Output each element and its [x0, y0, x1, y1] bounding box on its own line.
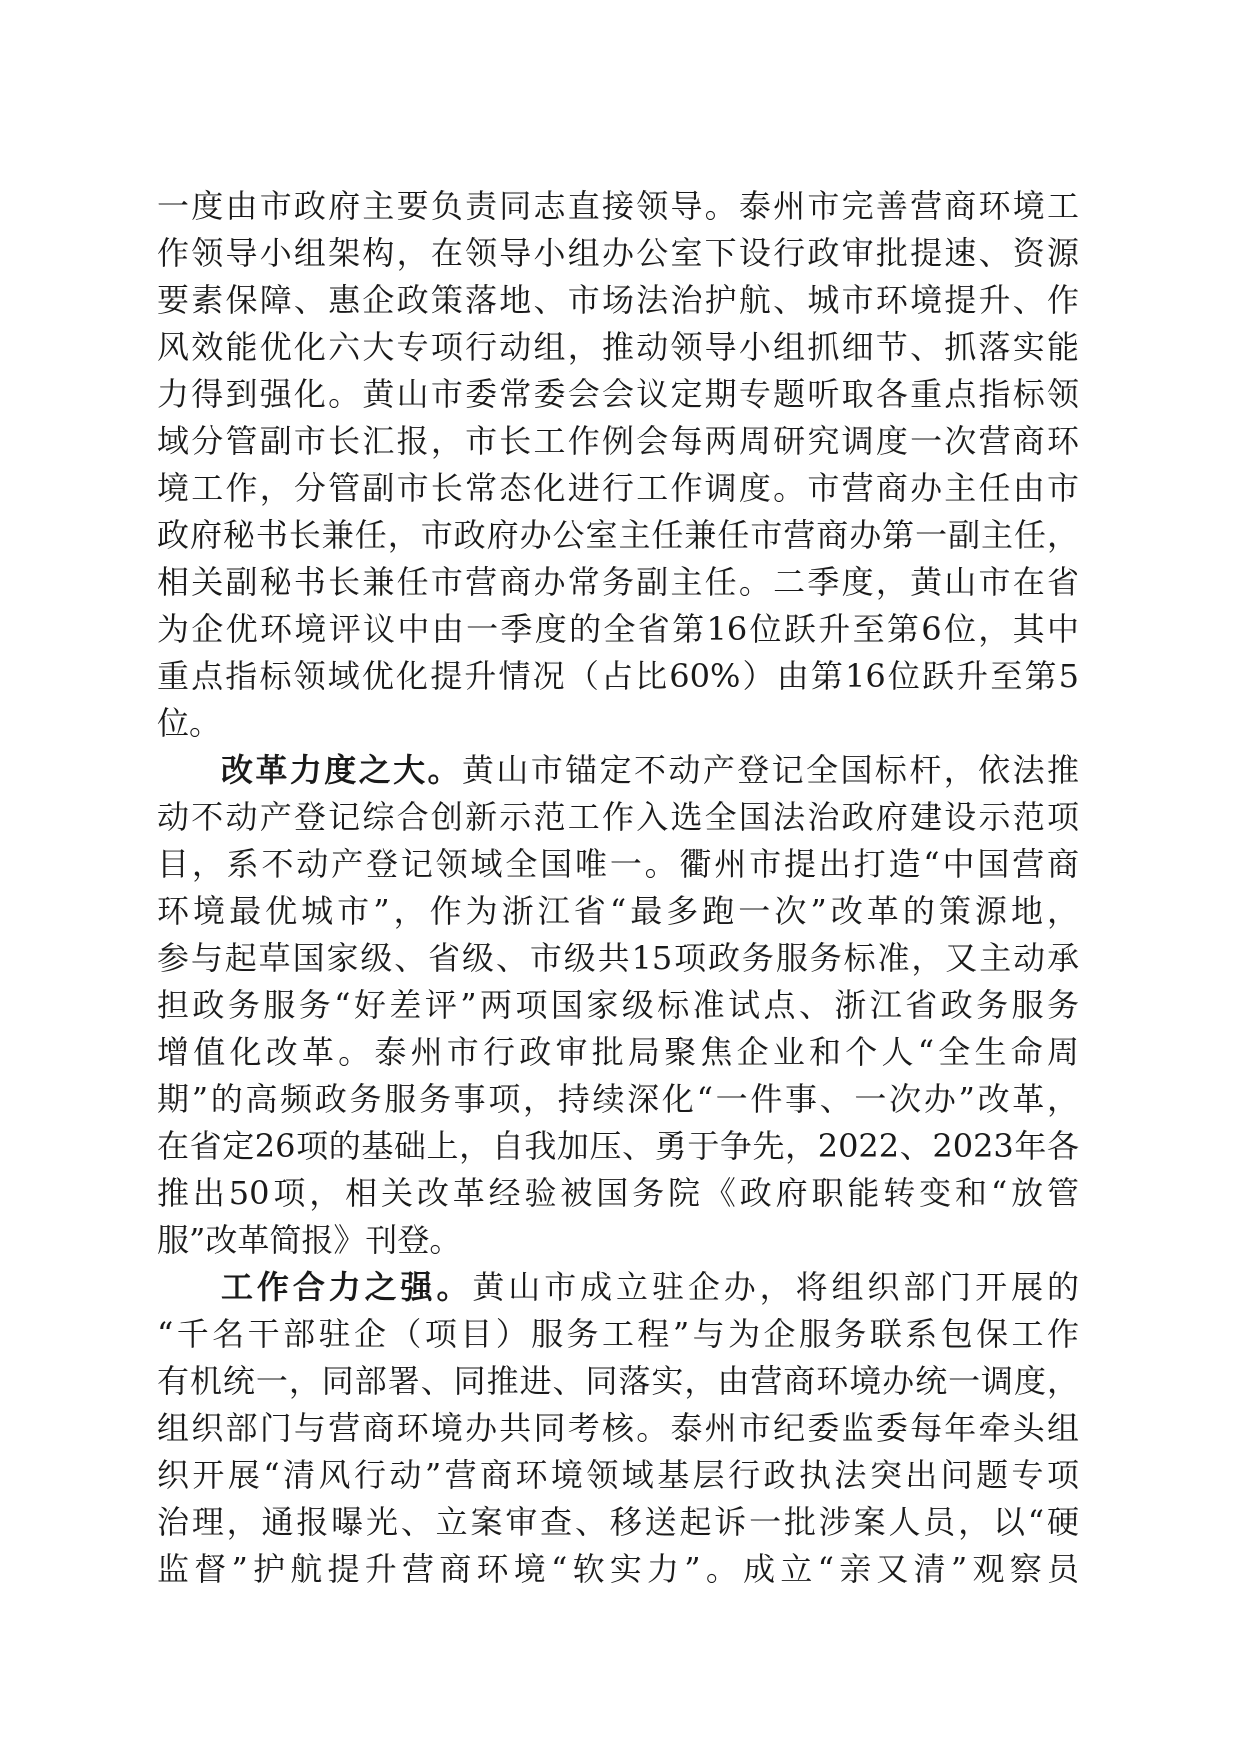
document-body: [157, 183, 1079, 1593]
text-line: 期”的高频政务服务事项，持续深化“一件事、一次办”改革，: [157, 1080, 1079, 1118]
text-line: 域分管副市长汇报，市长工作例会每两周研究调度一次营商环: [157, 422, 1079, 460]
text-line: 为企优环境评议中由一季度的全省第16位跃升至第6位，其中: [157, 610, 1079, 648]
text-line: 有机统一，同部署、同推进、同落实，由营商环境办统一调度，: [157, 1362, 1079, 1400]
text-line: [157, 747, 1079, 794]
text-line: 力得到强化。黄山市委常委会会议定期专题听取各重点指标领: [157, 375, 1079, 413]
text-line: 风效能优化六大专项行动组，推动领导小组抓细节、抓落实能: [157, 328, 1079, 366]
text-line: 服”改革简报》刊登。: [157, 1221, 462, 1259]
text-line: 目，系不动产登记领域全国唯一。衢州市提出打造“中国营商: [157, 845, 1079, 883]
text-line: 作领导小组架构，在领导小组办公室下设行政审批提速、资源: [157, 234, 1079, 272]
paragraph-lead-heading: 改革力度之大。: [221, 751, 462, 789]
text-line: 治理，通报曝光、立案审查、移送起诉一批涉案人员，以“硬: [157, 1503, 1079, 1541]
text-line: 重点指标领域优化提升情况（占比60%）由第16位跃升至第5: [157, 657, 1079, 695]
text-line: 位。: [157, 704, 222, 742]
text-line: 境工作，分管副市长常态化进行工作调度。市营商办主任由市: [157, 469, 1079, 507]
text-segment: 黄山市锚定不动产登记全国标杆，依法推: [461, 751, 1079, 789]
text-line: 动不动产登记综合创新示范工作入选全国法治政府建设示范项: [157, 798, 1079, 836]
text-line: “千名干部驻企（项目）服务工程”与为企服务联系包保工作: [157, 1315, 1079, 1353]
text-line: [157, 1264, 1079, 1311]
text-line: 要素保障、惠企政策落地、市场法治护航、城市环境提升、作: [157, 281, 1079, 319]
text-line: 织开展“清风行动”营商环境领域基层行政执法突出问题专项: [157, 1456, 1079, 1494]
text-line: 政府秘书长兼任，市政府办公室主任兼任市营商办第一副主任，: [157, 516, 1079, 554]
paragraph-lead-heading: 工作合力之强。: [221, 1268, 473, 1306]
paragraph: [157, 747, 1079, 1264]
text-line: 组织部门与营商环境办共同考核。泰州市纪委监委每年牵头组: [157, 1409, 1079, 1447]
text-line: 一度由市政府主要负责同志直接领导。泰州市完善营商环境工: [157, 187, 1079, 225]
text-line: 环境最优城市”，作为浙江省“最多跑一次”改革的策源地，: [157, 892, 1079, 930]
text-line: 担政务服务“好差评”两项国家级标准试点、浙江省政务服务: [157, 986, 1079, 1024]
paragraph: [157, 183, 1079, 747]
text-segment: 黄山市成立驻企办，将组织部门开展的: [472, 1268, 1079, 1306]
text-line: 参与起草国家级、省级、市级共15项政务服务标准，又主动承: [157, 939, 1079, 977]
text-line: 相关副秘书长兼任市营商办常务副主任。二季度，黄山市在省: [157, 563, 1079, 601]
paragraph: [157, 1264, 1079, 1593]
text-line: 监督”护航提升营商环境“软实力”。成立“亲又清”观察员: [157, 1550, 1079, 1588]
text-line: 增值化改革。泰州市行政审批局聚焦企业和个人“全生命周: [157, 1033, 1079, 1071]
text-line: 推出50项，相关改革经验被国务院《政府职能转变和“放管: [157, 1174, 1079, 1212]
text-line: 在省定26项的基础上，自我加压、勇于争先，2022、2023年各: [157, 1127, 1079, 1165]
